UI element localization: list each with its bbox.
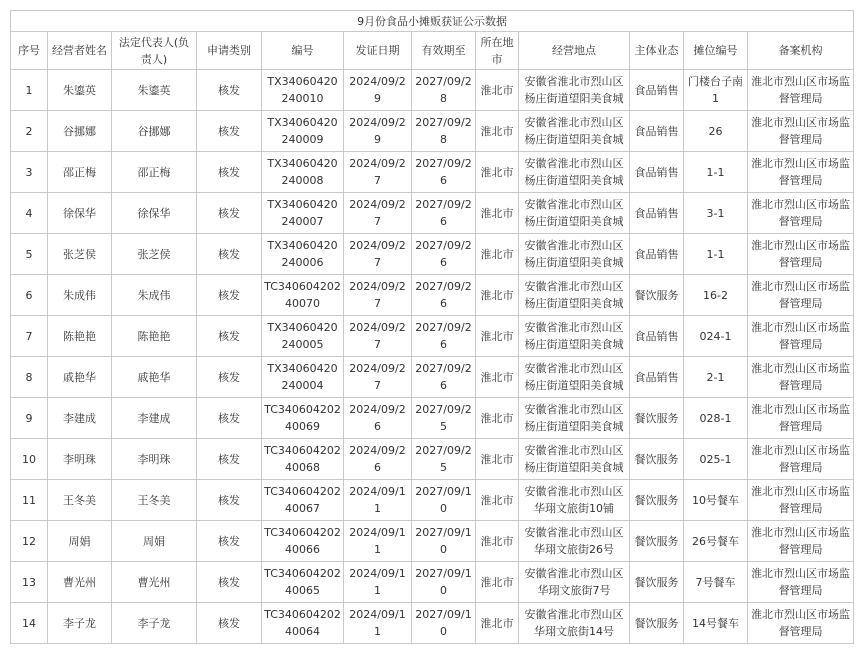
cell-issue-date: 2024/09/29 (344, 111, 412, 152)
cell-operator-name: 李子龙 (48, 603, 112, 644)
cell-address: 安徽省淮北市烈山区华珝文旅街7号 (519, 562, 630, 603)
cell-license-id: TC34060420240065 (262, 562, 344, 603)
cell-stall-no: 14号餐车 (684, 603, 748, 644)
cell-address: 安徽省淮北市烈山区杨庄街道望阳美食城 (519, 152, 630, 193)
cell-no: 9 (11, 398, 48, 439)
cell-city: 淮北市 (476, 234, 519, 275)
cell-authority: 淮北市烈山区市场监督管理局 (748, 234, 854, 275)
cell-city: 淮北市 (476, 152, 519, 193)
cell-stall-no: 26 (684, 111, 748, 152)
cell-issue-date: 2024/09/27 (344, 193, 412, 234)
cell-authority: 淮北市烈山区市场监督管理局 (748, 111, 854, 152)
cell-no: 13 (11, 562, 48, 603)
cell-authority: 淮北市烈山区市场监督管理局 (748, 603, 854, 644)
cell-business-type: 餐饮服务 (630, 439, 684, 480)
cell-operator-name: 王冬美 (48, 480, 112, 521)
cell-business-type: 食品销售 (630, 316, 684, 357)
cell-legal-rep: 王冬美 (112, 480, 197, 521)
header-row (11, 32, 854, 70)
cell-legal-rep: 邵正梅 (112, 152, 197, 193)
header-business-type: 主体业态 (630, 32, 684, 70)
cell-city: 淮北市 (476, 275, 519, 316)
cell-application-type: 核发 (197, 603, 262, 644)
cell-legal-rep: 曹光州 (112, 562, 197, 603)
cell-authority: 淮北市烈山区市场监督管理局 (748, 480, 854, 521)
cell-license-id: TX34060420240007 (262, 193, 344, 234)
table-row (11, 357, 854, 398)
cell-application-type: 核发 (197, 521, 262, 562)
header-city: 所在地市 (476, 32, 519, 70)
cell-city: 淮北市 (476, 480, 519, 521)
table-row (11, 234, 854, 275)
cell-license-id: TC34060420240064 (262, 603, 344, 644)
header-no: 序号 (11, 32, 48, 70)
cell-issue-date: 2024/09/27 (344, 275, 412, 316)
header-authority: 备案机构 (748, 32, 854, 70)
cell-city: 淮北市 (476, 111, 519, 152)
cell-valid-until: 2027/09/10 (412, 603, 476, 644)
cell-valid-until: 2027/09/26 (412, 193, 476, 234)
table-row (11, 603, 854, 644)
cell-application-type: 核发 (197, 316, 262, 357)
table-row (11, 480, 854, 521)
cell-stall-no: 2-1 (684, 357, 748, 398)
cell-business-type: 食品销售 (630, 152, 684, 193)
cell-legal-rep: 李建成 (112, 398, 197, 439)
cell-license-id: TX34060420240008 (262, 152, 344, 193)
cell-no: 5 (11, 234, 48, 275)
cell-legal-rep: 李明珠 (112, 439, 197, 480)
cell-city: 淮北市 (476, 193, 519, 234)
table-row (11, 70, 854, 111)
cell-valid-until: 2027/09/26 (412, 234, 476, 275)
header-valid-until: 有效期至 (412, 32, 476, 70)
cell-stall-no: 10号餐车 (684, 480, 748, 521)
cell-stall-no: 门楼台子南1 (684, 70, 748, 111)
cell-no: 11 (11, 480, 48, 521)
cell-authority: 淮北市烈山区市场监督管理局 (748, 275, 854, 316)
cell-address: 安徽省淮北市烈山区杨庄街道望阳美食城 (519, 398, 630, 439)
cell-valid-until: 2027/09/26 (412, 316, 476, 357)
cell-business-type: 食品销售 (630, 70, 684, 111)
cell-valid-until: 2027/09/28 (412, 111, 476, 152)
cell-stall-no: 16-2 (684, 275, 748, 316)
table-row (11, 398, 854, 439)
table-row (11, 275, 854, 316)
cell-license-id: TX34060420240004 (262, 357, 344, 398)
cell-application-type: 核发 (197, 193, 262, 234)
cell-operator-name: 陈艳艳 (48, 316, 112, 357)
cell-authority: 淮北市烈山区市场监督管理局 (748, 70, 854, 111)
cell-license-id: TC34060420240068 (262, 439, 344, 480)
cell-no: 1 (11, 70, 48, 111)
header-issue-date: 发证日期 (344, 32, 412, 70)
cell-issue-date: 2024/09/29 (344, 70, 412, 111)
cell-authority: 淮北市烈山区市场监督管理局 (748, 193, 854, 234)
cell-operator-name: 邵正梅 (48, 152, 112, 193)
cell-stall-no: 1-1 (684, 152, 748, 193)
cell-license-id: TX34060420240006 (262, 234, 344, 275)
cell-city: 淮北市 (476, 603, 519, 644)
cell-city: 淮北市 (476, 357, 519, 398)
cell-stall-no: 028-1 (684, 398, 748, 439)
cell-address: 安徽省淮北市烈山区杨庄街道望阳美食城 (519, 193, 630, 234)
cell-business-type: 餐饮服务 (630, 480, 684, 521)
cell-business-type: 食品销售 (630, 357, 684, 398)
cell-valid-until: 2027/09/10 (412, 480, 476, 521)
cell-stall-no: 7号餐车 (684, 562, 748, 603)
cell-legal-rep: 陈艳艳 (112, 316, 197, 357)
cell-legal-rep: 朱鎏英 (112, 70, 197, 111)
cell-operator-name: 李明珠 (48, 439, 112, 480)
cell-operator-name: 李建成 (48, 398, 112, 439)
cell-business-type: 餐饮服务 (630, 603, 684, 644)
cell-stall-no: 26号餐车 (684, 521, 748, 562)
cell-address: 安徽省淮北市烈山区华珝文旅街26号 (519, 521, 630, 562)
cell-valid-until: 2027/09/26 (412, 357, 476, 398)
cell-license-id: TC34060420240066 (262, 521, 344, 562)
cell-application-type: 核发 (197, 398, 262, 439)
table-row (11, 193, 854, 234)
cell-authority: 淮北市烈山区市场监督管理局 (748, 562, 854, 603)
cell-no: 3 (11, 152, 48, 193)
cell-address: 安徽省淮北市烈山区华珝文旅街14号 (519, 603, 630, 644)
cell-operator-name: 朱鎏英 (48, 70, 112, 111)
cell-license-id: TX34060420240009 (262, 111, 344, 152)
cell-operator-name: 戚艳华 (48, 357, 112, 398)
cell-no: 8 (11, 357, 48, 398)
cell-issue-date: 2024/09/27 (344, 152, 412, 193)
cell-business-type: 餐饮服务 (630, 562, 684, 603)
cell-address: 安徽省淮北市烈山区杨庄街道望阳美食城 (519, 357, 630, 398)
header-address: 经营地点 (519, 32, 630, 70)
title-row (11, 11, 854, 32)
cell-stall-no: 024-1 (684, 316, 748, 357)
cell-business-type: 餐饮服务 (630, 521, 684, 562)
cell-operator-name: 谷挪娜 (48, 111, 112, 152)
cell-authority: 淮北市烈山区市场监督管理局 (748, 316, 854, 357)
header-application-type: 申请类别 (197, 32, 262, 70)
header-operator-name: 经营者姓名 (48, 32, 112, 70)
cell-license-id: TC34060420240070 (262, 275, 344, 316)
cell-city: 淮北市 (476, 398, 519, 439)
cell-no: 4 (11, 193, 48, 234)
cell-address: 安徽省淮北市烈山区杨庄街道望阳美食城 (519, 70, 630, 111)
cell-business-type: 餐饮服务 (630, 275, 684, 316)
cell-no: 2 (11, 111, 48, 152)
cell-license-id: TX34060420240010 (262, 70, 344, 111)
cell-city: 淮北市 (476, 70, 519, 111)
cell-issue-date: 2024/09/11 (344, 521, 412, 562)
cell-no: 7 (11, 316, 48, 357)
cell-authority: 淮北市烈山区市场监督管理局 (748, 357, 854, 398)
cell-legal-rep: 李子龙 (112, 603, 197, 644)
cell-city: 淮北市 (476, 562, 519, 603)
cell-issue-date: 2024/09/26 (344, 398, 412, 439)
cell-address: 安徽省淮北市烈山区杨庄街道望阳美食城 (519, 275, 630, 316)
cell-operator-name: 徐保华 (48, 193, 112, 234)
header-legal-rep: 法定代表人(负责人) (112, 32, 197, 70)
cell-legal-rep: 张芝侯 (112, 234, 197, 275)
cell-issue-date: 2024/09/27 (344, 316, 412, 357)
cell-business-type: 食品销售 (630, 234, 684, 275)
cell-stall-no: 025-1 (684, 439, 748, 480)
cell-valid-until: 2027/09/10 (412, 562, 476, 603)
cell-valid-until: 2027/09/25 (412, 398, 476, 439)
cell-application-type: 核发 (197, 275, 262, 316)
cell-legal-rep: 戚艳华 (112, 357, 197, 398)
cell-stall-no: 3-1 (684, 193, 748, 234)
cell-license-id: TC34060420240067 (262, 480, 344, 521)
header-stall-no: 摊位编号 (684, 32, 748, 70)
cell-issue-date: 2024/09/11 (344, 480, 412, 521)
cell-application-type: 核发 (197, 439, 262, 480)
cell-address: 安徽省淮北市烈山区华珝文旅街10铺 (519, 480, 630, 521)
cell-legal-rep: 谷挪娜 (112, 111, 197, 152)
cell-valid-until: 2027/09/25 (412, 439, 476, 480)
cell-operator-name: 朱成伟 (48, 275, 112, 316)
table-title: 9月份食品小摊贩获证公示数据 (11, 11, 854, 32)
cell-no: 12 (11, 521, 48, 562)
cell-business-type: 餐饮服务 (630, 398, 684, 439)
table-row (11, 562, 854, 603)
cell-issue-date: 2024/09/11 (344, 603, 412, 644)
cell-issue-date: 2024/09/26 (344, 439, 412, 480)
cell-authority: 淮北市烈山区市场监督管理局 (748, 152, 854, 193)
cell-address: 安徽省淮北市烈山区杨庄街道望阳美食城 (519, 111, 630, 152)
cell-application-type: 核发 (197, 480, 262, 521)
cell-operator-name: 周娟 (48, 521, 112, 562)
cell-application-type: 核发 (197, 111, 262, 152)
cell-no: 14 (11, 603, 48, 644)
table-row (11, 439, 854, 480)
cell-issue-date: 2024/09/27 (344, 234, 412, 275)
cell-business-type: 食品销售 (630, 193, 684, 234)
cell-legal-rep: 周娟 (112, 521, 197, 562)
cell-legal-rep: 徐保华 (112, 193, 197, 234)
cell-no: 6 (11, 275, 48, 316)
cell-authority: 淮北市烈山区市场监督管理局 (748, 521, 854, 562)
cell-valid-until: 2027/09/28 (412, 70, 476, 111)
cell-issue-date: 2024/09/11 (344, 562, 412, 603)
table-row (11, 152, 854, 193)
cell-application-type: 核发 (197, 234, 262, 275)
license-table (10, 10, 854, 644)
cell-address: 安徽省淮北市烈山区杨庄街道望阳美食城 (519, 439, 630, 480)
cell-stall-no: 1-1 (684, 234, 748, 275)
cell-license-id: TC34060420240069 (262, 398, 344, 439)
cell-application-type: 核发 (197, 357, 262, 398)
cell-license-id: TX34060420240005 (262, 316, 344, 357)
table-row (11, 111, 854, 152)
cell-valid-until: 2027/09/26 (412, 152, 476, 193)
cell-address: 安徽省淮北市烈山区杨庄街道望阳美食城 (519, 234, 630, 275)
cell-valid-until: 2027/09/26 (412, 275, 476, 316)
table-body (11, 70, 854, 644)
cell-application-type: 核发 (197, 152, 262, 193)
cell-valid-until: 2027/09/10 (412, 521, 476, 562)
cell-address: 安徽省淮北市烈山区杨庄街道望阳美食城 (519, 316, 630, 357)
table-row (11, 521, 854, 562)
cell-legal-rep: 朱成伟 (112, 275, 197, 316)
cell-operator-name: 曹光州 (48, 562, 112, 603)
cell-application-type: 核发 (197, 562, 262, 603)
table-row (11, 316, 854, 357)
cell-authority: 淮北市烈山区市场监督管理局 (748, 398, 854, 439)
header-license-id: 编号 (262, 32, 344, 70)
cell-city: 淮北市 (476, 521, 519, 562)
cell-application-type: 核发 (197, 70, 262, 111)
cell-no: 10 (11, 439, 48, 480)
cell-issue-date: 2024/09/27 (344, 357, 412, 398)
cell-authority: 淮北市烈山区市场监督管理局 (748, 439, 854, 480)
cell-city: 淮北市 (476, 439, 519, 480)
cell-city: 淮北市 (476, 316, 519, 357)
cell-operator-name: 张芝侯 (48, 234, 112, 275)
cell-business-type: 食品销售 (630, 111, 684, 152)
